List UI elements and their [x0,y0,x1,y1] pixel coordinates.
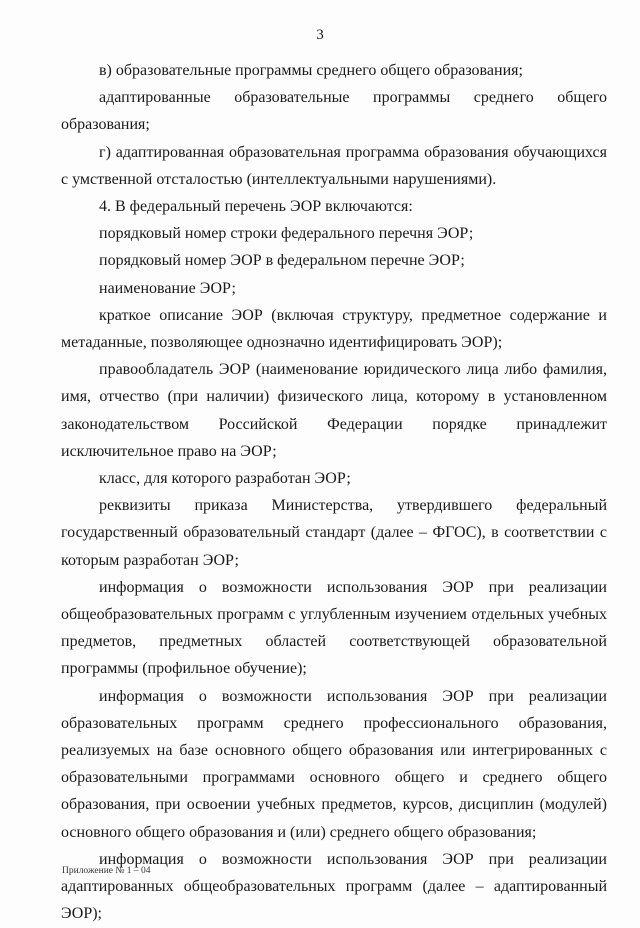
document-body [61,57,607,928]
paragraph: 4. В федеральный перечень ЭОР включаются: [99,198,413,216]
paragraph: краткое описание ЭОР (включая структуру, предметное содержание и метаданные, позволяющее однозначно идентифицировать ЭОР); [61,306,607,352]
footer-annex-label: Приложение № 1 – 04 [62,866,151,876]
paragraph: в) образовательные программы среднего общего образования; [99,62,523,79]
paragraph: порядковый номер строки федерального перечня ЭОР; [99,225,474,243]
paragraph: информация о возможности использования ЭОР при реализации общеобразовательных программ с углубленным изучением отдельных учебных предметов, предметных областей соответствующей образовательной программы (профильное обучение); [61,578,607,678]
paragraph: реквизиты приказа Министерства, утвердившего федеральный государственный образовательный стандарт (далее – ФГОС), в соответствии с которым разработан ЭОР; [61,497,607,569]
paragraph: правообладатель ЭОР (наименование юридического лица либо фамилия, имя, отчество (при наличии) физического лица, которому в установленном законодательством Российской Федерации порядке принадлежит исключительное право на ЭОР; [61,361,607,460]
page-number: 3 [316,27,324,43]
paragraph: информация о возможности использования ЭОР при реализации адаптированных общеобразовательных программ (далее – адаптированный ЭОР); [61,850,607,923]
paragraph: наименование ЭОР; [99,279,236,297]
paragraph: класс, для которого разработан ЭОР; [99,470,351,488]
paragraph: г) адаптированная образовательная программа образования обучающихся с умственной отсталостью (интеллектуальными нарушениями). [61,143,607,188]
paragraph: информация о возможности использования ЭОР при реализации образовательных программ среднего профессионального образования, реализуемых на базе основного общего образования или интегрированных с образовательными программами основного общего и среднего общего образования, при освоении учебных предметов, курсов, дисциплин (модулей) основного общего образования и (или) среднего общего образования; [61,687,607,841]
paragraph: адаптированные образовательные программы среднего общего образования; [61,89,607,134]
paragraph: порядковый номер ЭОР в федеральном перечне ЭОР; [99,252,465,270]
